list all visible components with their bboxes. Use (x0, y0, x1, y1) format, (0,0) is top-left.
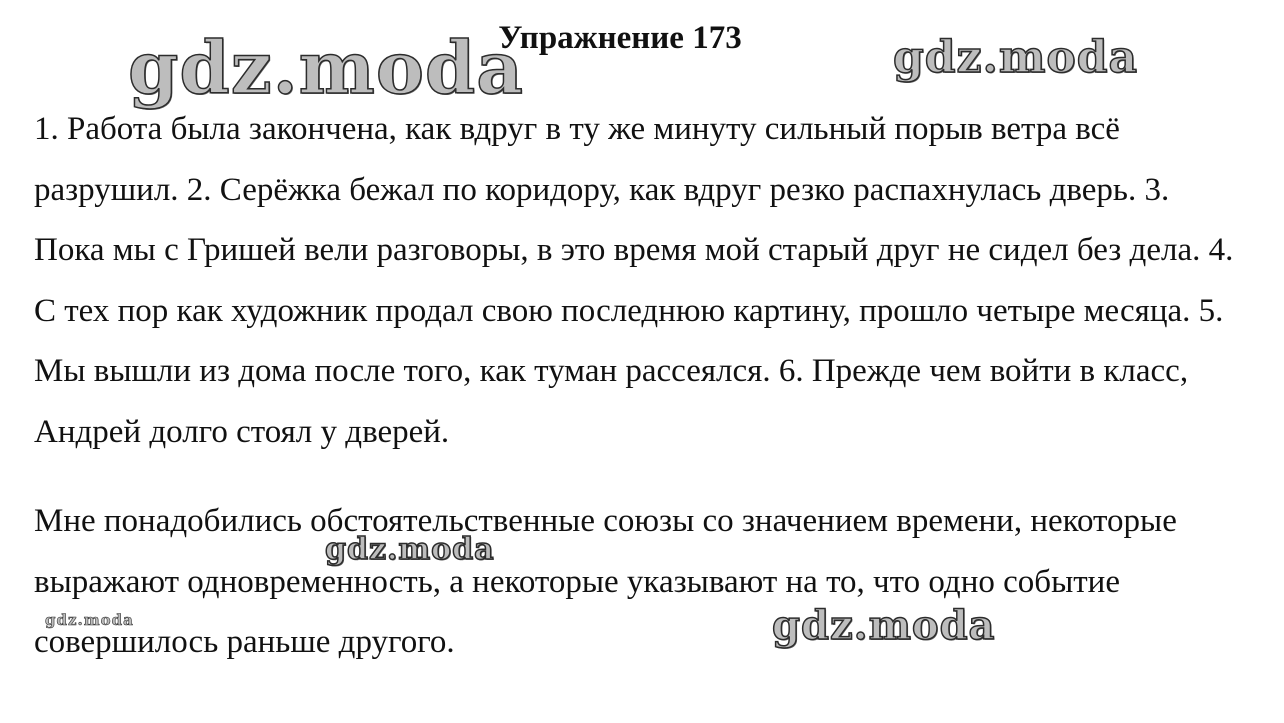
explanation-paragraph: Мне понадобились обстоятельственные союзы со значением времени, некоторые выражают одновременность, а некоторые указывают на то, что одно событие совершилось раньше другого. (34, 503, 1177, 660)
exercise-text-paragraph: 1. Работа была закончена, как вдруг в ту же минуту сильный порыв ветра всё разрушил. 2. Серёжка бежал по коридору, как вдруг резко распахнулась дверь. 3. Пока мы с Гришей вели разговоры, в это время мой старый друг не сидел без дела. 4. С тех пор как художник продал свою последнюю картину, прошло четыре месяца. 5. Мы вышли из дома после того, как туман рассеялся. 6. Прежде чем войти в класс, Андрей долго стоял у дверей. (34, 111, 1234, 450)
watermark-logo: gdz.moda (128, 25, 524, 110)
watermark-logo: gdz.moda (893, 32, 1139, 83)
watermark-logo: gdz.moda (45, 611, 134, 629)
exercise-title: Упражнение 173 (498, 20, 742, 56)
watermark-logo: gdz.moda (772, 602, 996, 649)
watermark-logo: gdz.moda (325, 532, 495, 567)
